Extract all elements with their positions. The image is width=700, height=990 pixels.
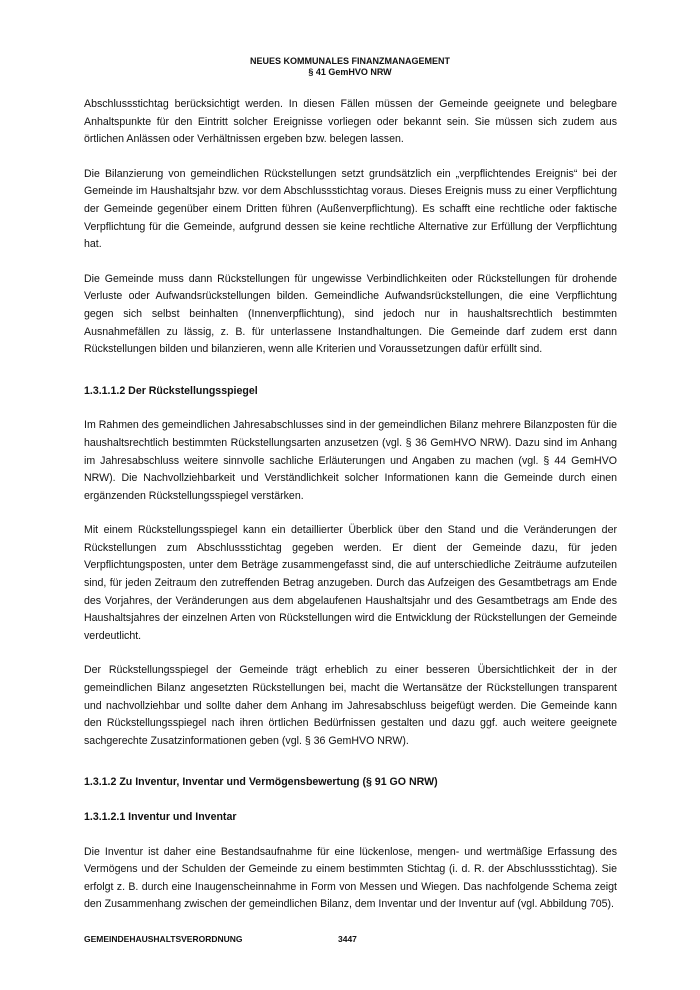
page-header [0,56,700,78]
page-footer [84,934,357,945]
header-title: NEUES KOMMUNALES FINANZMANAGEMENT [250,56,450,66]
paragraph: Die Bilanzierung von gemeindlichen Rückstellungen setzt grundsätzlich ein „verpflichtendes Ereignis“ bei der Gemeinde im Haushaltsjahr bzw. vor dem Abschlussstichtag voraus. Dieses Ereignis muss zu einer Verpflichtung der Gemeinde gegenüber einem Dritten führen (Außenverpflichtung). Es schafft eine rechtliche oder faktische Verpflichtung für die Gemeinde, aufgrund dessen sie keine rechtliche Alternative zur Erfüllung der Verpflichtung hat. [84,167,617,251]
paragraph: Die Inventur ist daher eine Bestandsaufnahme für eine lückenlose, mengen- und wertmäßige Erfassung des Vermögens und der Schulden der Gemeinde zu einem bestimmten Stichtag (i. d. R. der Abschlussstichtag). Sie erfolgt z. B. durch eine Inaugenscheinnahme in Form von Messen und Wiegen. Das nachfolgende Schema zeigt den Zusammenhang zwischen der gemeindlichen Bilanz, dem Inventar und der Inventur auf (vgl. Abbildung 705). [84,845,617,911]
header-subtitle: § 41 GemHVO NRW [308,67,392,77]
subsection-heading: 1.3.1.2.1 Inventur und Inventar [84,811,237,823]
document-body [84,96,617,914]
paragraph: Im Rahmen des gemeindlichen Jahresabschlusses sind in der gemeindlichen Bilanz mehrere Bilanzposten für die haushaltsrechtlich bestimmten Rückstellungsarten anzusetzen (vgl. § 36 GemHVO NRW). Dazu sind im Anhang im Jahresabschluss weitere sinnvolle sachliche Erläuterungen und Angaben zu machen (vgl. § 44 GemHVO NRW). Die Nachvollziehbarkeit und Verständlichkeit solcher Informationen kann die Gemeinde durch einen ergänzenden Rückstellungsspiegel verstärken. [84,419,617,502]
paragraph: Die Gemeinde muss dann Rückstellungen für ungewisse Verbindlichkeiten oder Rückstellungen für drohende Verluste oder Aufwandsrückstellungen bilden. Gemeindliche Aufwandsrückstellungen, die eine Verpflichtung gegen sich selbst beinhalten (Innenverpflichtung), sind jedoch nur in haushaltsrechtlich bestimmten Ausnahmefällen zu lässig, z. B. für unterlassene Instandhaltungen. Die Gemeinde darf zudem erst dann Rückstellungen bilden und bilanzieren, wenn alle Kriterien und Voraussetzungen dafür erfüllt sind. [84,272,617,356]
paragraph: Mit einem Rückstellungsspiegel kann ein detaillierter Überblick über den Stand und die Veränderungen der Rückstellungen zum Abschlussstichtag gegeben werden. Er dient der Gemeinde dazu, für jeden Verpflichtungsposten, unter dem Beträge zusammengefasst sind, die auf unterschiedliche Zeiträume aufzuteilen sind, für jeden Zeitraum den zutreffenden Betrag anzugeben. Durch das Aufzeigen des Gesamtbetrags am Ende des Vorjahres, der Veränderungen aus dem abgelaufenen Haushaltsjahr und des Gesamtbetrags am Ende des Haushaltsjahres der einzelnen Arten von Rückstellungen wird die Entwicklung der Rückstellungen der Gemeinde verdeutlicht. [84,524,617,642]
section-heading: 1.3.1.1.2 Der Rückstellungsspiegel [84,384,258,397]
page-number: 3447 [338,934,357,944]
footer-title: GEMEINDEHAUSHALTSVERORDNUNG [84,934,243,944]
paragraph: Abschlussstichtag berücksichtigt werden. In diesen Fällen müssen der Gemeinde geeignete und belegbare Anhaltspunkte für den Eintritt solcher Ereignisse vorliegen oder bekannt sein. Sie müssen sich zudem aus örtlichen Anlässen oder Verhältnissen ergeben bzw. belegen lassen. [84,98,617,146]
paragraph: Der Rückstellungsspiegel der Gemeinde trägt erheblich zu einer besseren Übersichtlichkeit der in der gemeindlichen Bilanz angesetzten Rückstellungen bei, macht die Wertansätze der Rückstellungen transparent und nachvollziehbar und sollte daher dem Anhang im Jahresabschluss beigefügt werden. Die Gemeinde kann den Rückstellungsspiegel nach ihren örtlichen Bedürfnissen gestalten und dazu ggf. auch weitere geeignete sachgerechte Zusatzinformationen geben (vgl. § 36 GemHVO NRW). [84,664,617,747]
section-heading: 1.3.1.2 Zu Inventur, Inventar und Vermögensbewertung (§ 91 GO NRW) [84,776,438,789]
